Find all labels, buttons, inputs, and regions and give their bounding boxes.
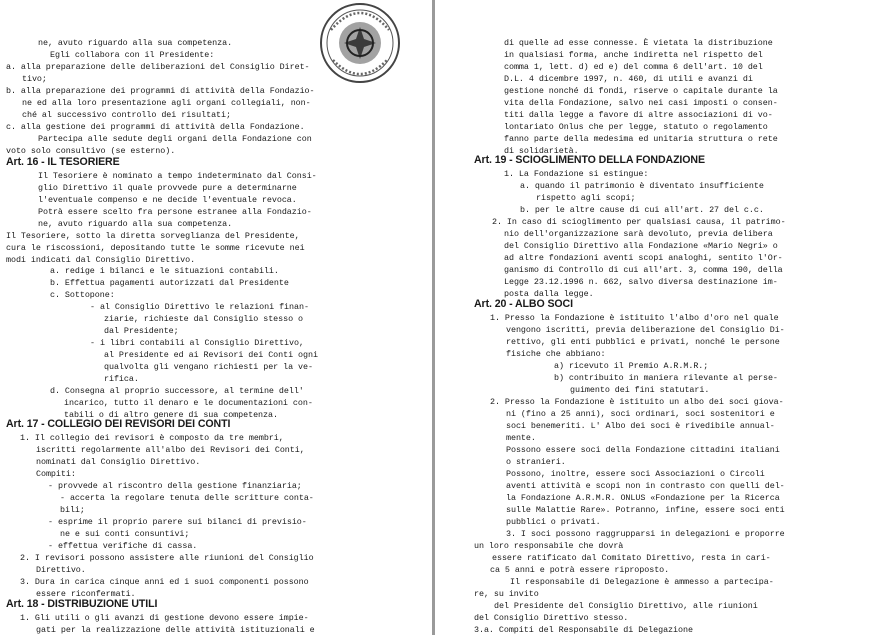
- text-line: 1. La Fondazione si estingue:: [504, 169, 649, 179]
- text-line: - provvede al riscontro della gestione finanziaria;: [48, 481, 302, 491]
- text-line: posta dalla legge.: [504, 289, 594, 299]
- page-divider: [432, 0, 435, 635]
- text-line: - i libri contabili al Consiglio Direttivo,: [90, 338, 304, 348]
- text-line: in qualsiasi forma, anche indiretta nel rispetto del: [504, 50, 763, 60]
- text-line: 1. Il collegio dei revisori è composto da tre membri,: [20, 433, 284, 443]
- text-line: soci benemeriti. L' Albo dei soci è rivedibile annual-: [506, 421, 775, 431]
- article-heading: Art. 20 - ALBO SOCI: [474, 298, 573, 310]
- text-line: comma 1, lett. d) ed e) del comma 6 dell'art. 10 del: [504, 62, 763, 72]
- text-line: re, su invito: [474, 589, 539, 599]
- text-line: rettivo, gli enti pubblici e privati, nonché le persone: [506, 337, 780, 347]
- text-line: un loro responsabile che dovrà: [474, 541, 624, 551]
- text-line: modi indicati dal Consiglio Direttivo.: [6, 255, 196, 265]
- article-heading: Art. 17 - COLLEGIO DEI REVISORI DEI CONTI: [6, 418, 231, 430]
- text-line: 3. Dura in carica cinque anni ed i suoi componenti possono: [20, 577, 309, 587]
- text-line: mente.: [506, 433, 536, 443]
- text-line: 2. I revisori possono assistere alle riunioni del Consiglio: [20, 553, 314, 563]
- text-line: l'eventuale compenso e ne decide l'eventuale revoca.: [38, 195, 297, 205]
- text-line: voto solo consultivo (se esterno).: [6, 146, 176, 156]
- text-line: ganismo di Controllo di cui all'art. 3, comma 190, della: [504, 265, 783, 275]
- text-line: Il responsabile di Delegazione è ammesso a partecipa-: [510, 577, 774, 587]
- article-heading: Art. 18 - DISTRIBUZIONE UTILI: [6, 598, 158, 610]
- text-line: incarico, tutto il denaro e le documentazioni con-: [64, 398, 313, 408]
- text-line: 3. I soci possono raggrupparsi in delegazioni e proporre: [506, 529, 785, 539]
- text-line: - esprime il proprio parere sui bilanci di previsio-: [48, 517, 307, 527]
- text-line: - accerta la regolare tenuta delle scritture conta-: [60, 493, 314, 503]
- text-line: rifica.: [104, 374, 139, 384]
- text-line: c. alla gestione dei programmi di attività della Fondazione.: [6, 122, 305, 132]
- text-line: dal Presidente;: [104, 326, 179, 336]
- text-line: del Presidente del Consiglio Direttivo, alle riunioni: [494, 601, 758, 611]
- text-line: a. quando il patrimonio è diventato insufficiente: [520, 181, 764, 191]
- text-line: - al Consiglio Direttivo le relazioni finan-: [90, 302, 309, 312]
- text-line: 2. Presso la Fondazione è istituito un albo dei soci giova-: [490, 397, 784, 407]
- text-line: Legge 23.12.1996 n. 662, salvo diversa destinazione im-: [504, 277, 778, 287]
- text-line: fanno parte della medesima ed unitaria struttura o rete: [504, 134, 778, 144]
- text-line: titi dalla legge a favore di altre associazioni di vo-: [504, 110, 773, 120]
- text-line: 2. In caso di scioglimento per qualsiasi causa, il patrimo-: [492, 217, 786, 227]
- article-heading: Art. 19 - SCIOGLIMENTO DELLA FONDAZIONE: [474, 154, 705, 166]
- right-page: [444, 0, 870, 635]
- article-heading: Art. 16 - IL TESORIERE: [6, 156, 120, 168]
- text-line: - effettua verifiche di cassa.: [48, 541, 198, 551]
- text-line: a) ricevuto il Premio A.R.M.R.;: [554, 361, 709, 371]
- text-line: al Presidente ed ai Revisori dei Conti ogni: [104, 350, 318, 360]
- text-line: ne ed alla loro presentazione agli organi collegiali, non-: [22, 98, 311, 108]
- text-line: Partecipa alle sedute degli organi della Fondazione con: [38, 134, 312, 144]
- text-line: a. alla preparazione delle deliberazioni del Consiglio Diret-: [6, 62, 310, 72]
- text-line: aventi attività e scopi non in contrasto con quelli del-: [506, 481, 785, 491]
- text-line: Il Tesoriere è nominato a tempo indeterminato dal Consi-: [38, 171, 317, 181]
- text-line: rispetto agli scopi;: [536, 193, 636, 203]
- text-line: Il Tesoriere, sotto la diretta sorveglianza del Presidente,: [6, 231, 300, 241]
- text-line: ziarie, richieste dal Consiglio stesso o: [104, 314, 304, 324]
- text-line: pubblici o privati.: [506, 517, 601, 527]
- text-line: iscritti regolarmente all'albo dei Revisori dei Conti,: [36, 445, 305, 455]
- left-page: [0, 0, 428, 635]
- text-line: sulle Malattie Rare». Potranno, infine, essere soci enti: [506, 505, 785, 515]
- text-line: lontariato Onlus che per legge, statuto o regolamento: [504, 122, 768, 132]
- text-line: nominati dal Consiglio Direttivo.: [36, 457, 201, 467]
- text-line: Egli collabora con il Presidente:: [50, 50, 215, 60]
- text-line: b) contribuito in maniera rilevante al perse-: [554, 373, 778, 383]
- text-line: ni (fino a 25 anni), soci ordinari, soci sostenitori e: [506, 409, 775, 419]
- text-line: Compiti:: [36, 469, 76, 479]
- text-line: tivo;: [22, 74, 47, 84]
- text-line: guimento dei fini statutari.: [570, 385, 710, 395]
- text-line: 1. Gli utili o gli avanzi di gestione devono essere impie-: [20, 613, 309, 623]
- text-line: 3.a. Compiti del Responsabile di Delegazione: [474, 625, 693, 635]
- text-line: vita della Fondazione, salvo nei casi imposti o consen-: [504, 98, 778, 108]
- text-line: d. Consegna al proprio successore, al termine dell': [50, 386, 304, 396]
- text-line: ad altre fondazioni aventi scopi analoghi, sentito l'Or-: [504, 253, 783, 263]
- text-line: gati per la realizzazione delle attività istituzionali e: [36, 625, 315, 635]
- text-line: fisiche che abbiano:: [506, 349, 606, 359]
- text-line: ne, avuto riguardo alla sua competenza.: [38, 38, 233, 48]
- text-line: del Consiglio Direttivo alla Fondazione «Mario Negri» o: [504, 241, 778, 251]
- text-line: Possono essere soci della Fondazione cittadini italiani: [506, 445, 780, 455]
- text-line: c. Sottopone:: [50, 290, 115, 300]
- text-line: glio Direttivo il quale provvede pure a determinarne: [38, 183, 297, 193]
- text-line: nio dell'organizzazione sarà devoluto, previa delibera: [504, 229, 773, 239]
- text-line: gestione nonché di fondi, riserve o capitale durante la: [504, 86, 778, 96]
- text-line: qualvolta gli vengano richiesti per la ve-: [104, 362, 313, 372]
- text-line: di solidarietà.: [504, 146, 579, 156]
- text-line: cura le riscossioni, depositando tutte le somme ricevute nei: [6, 243, 305, 253]
- text-line: Potrà essere scelto fra persone estranee alla Fondazio-: [38, 207, 312, 217]
- text-line: tabili o di altro genere di sua competenza.: [64, 410, 278, 420]
- text-line: o stranieri.: [506, 457, 566, 467]
- text-line: ne, avuto riguardo alla sua competenza.: [38, 219, 233, 229]
- text-line: b. per le altre cause di cui all'art. 27 del c.c.: [520, 205, 764, 215]
- text-line: vengono iscritti, previa deliberazione del Consiglio Di-: [506, 325, 785, 335]
- text-line: di quelle ad esse connesse. È vietata la distribuzione: [504, 38, 773, 48]
- text-line: Direttivo.: [36, 565, 86, 575]
- text-line: ne e sui conti consuntivi;: [60, 529, 190, 539]
- seal-stamp: [317, 0, 403, 86]
- text-line: del Consiglio Direttivo stesso.: [474, 613, 629, 623]
- text-line: b. Effettua pagamenti autorizzati dal Presidente: [50, 278, 289, 288]
- text-line: la Fondazione A.R.M.R. ONLUS «Fondazione per la Ricerca: [506, 493, 780, 503]
- text-line: essere ratificato dal Comitato Direttivo, resta in cari-: [492, 553, 771, 563]
- text-line: essere riconfermati.: [36, 589, 136, 599]
- text-line: b. alla preparazione dei programmi di attività della Fondazio-: [6, 86, 315, 96]
- text-line: Possono, inoltre, essere soci Associazioni o Circoli: [506, 469, 765, 479]
- text-line: bili;: [60, 505, 85, 515]
- text-line: D.L. 4 dicembre 1997, n. 460, di utili e avanzi di: [504, 74, 753, 84]
- text-line: 1. Presso la Fondazione è istituito l'albo d'oro nel quale: [490, 313, 779, 323]
- text-line: a. redige i bilanci e le situazioni contabili.: [50, 266, 279, 276]
- text-line: ché al successivo controllo dei risultati;: [22, 110, 231, 120]
- text-line: ca 5 anni e potrà essere riproposto.: [490, 565, 670, 575]
